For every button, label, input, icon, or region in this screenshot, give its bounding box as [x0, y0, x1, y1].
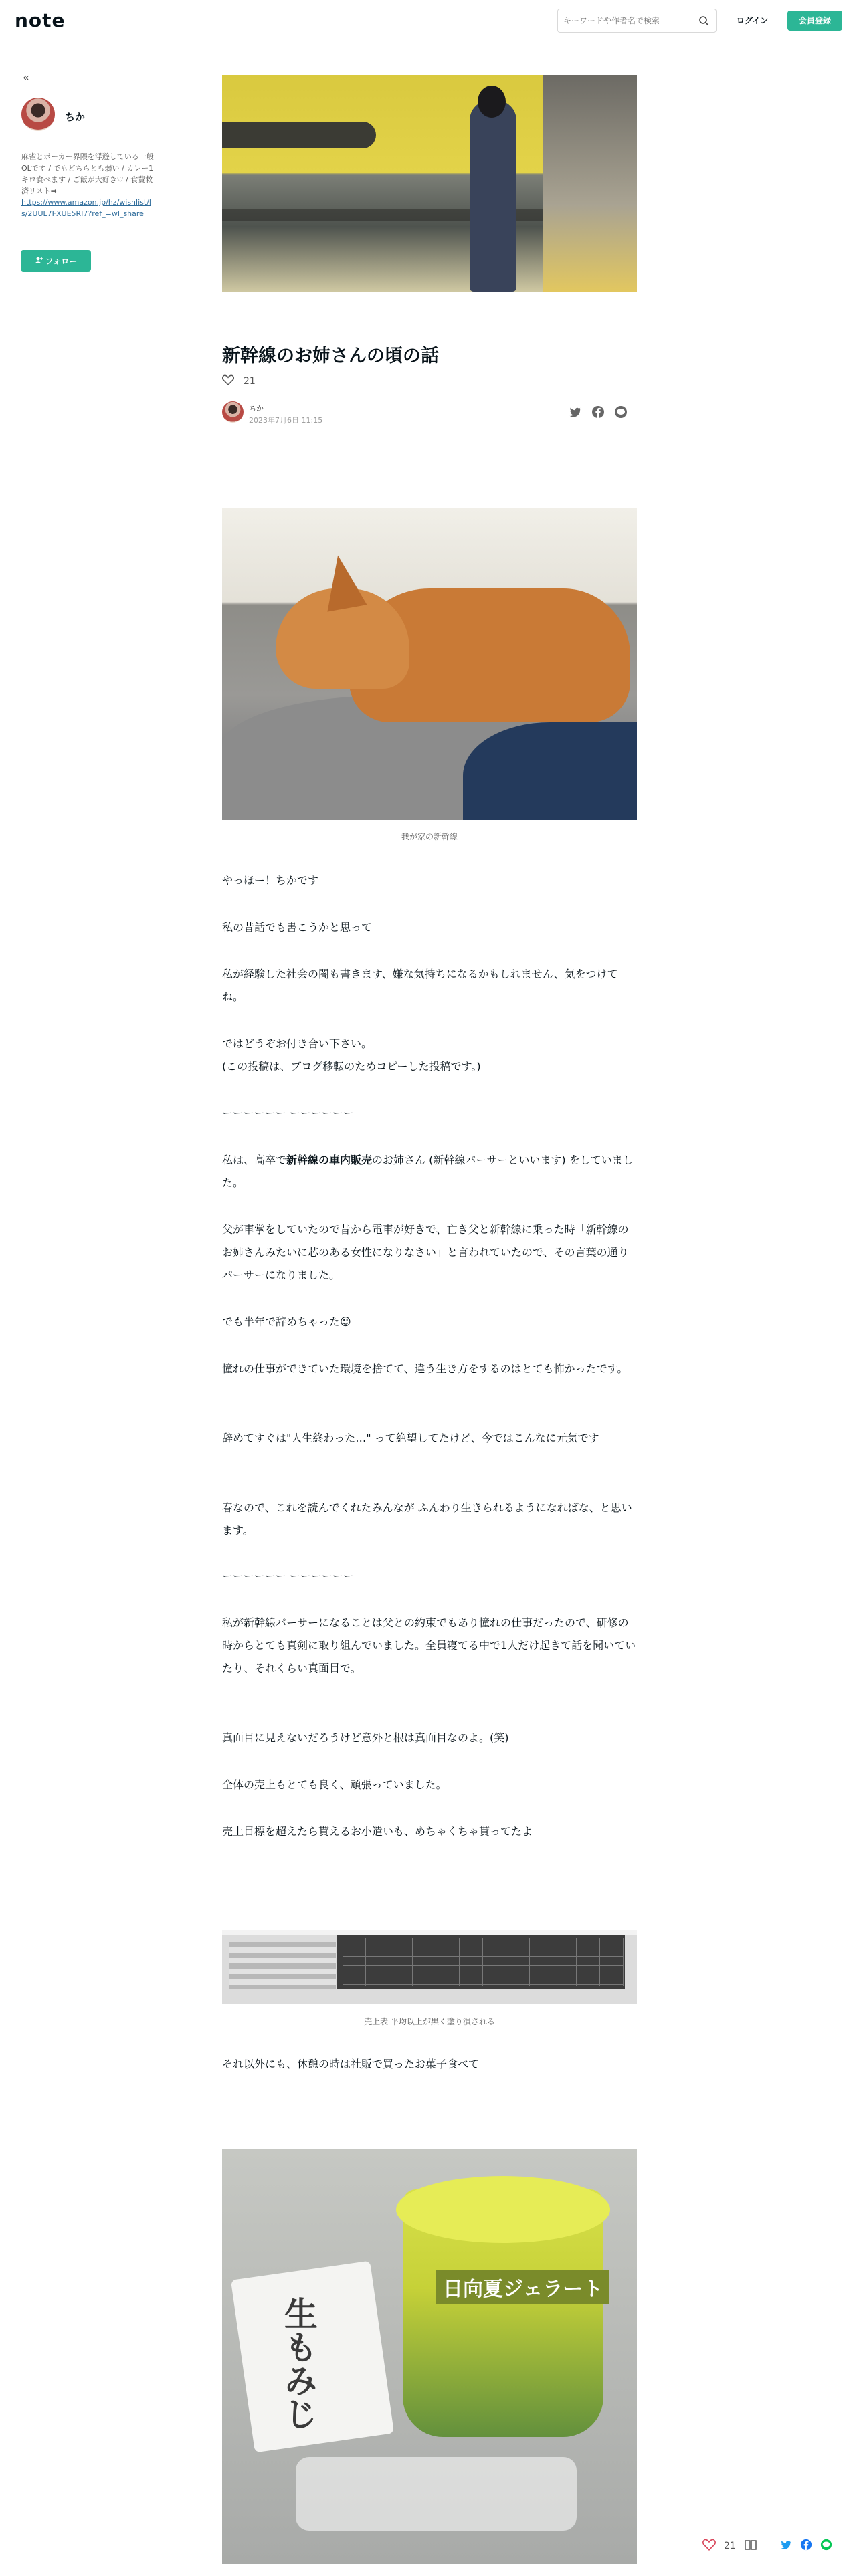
- spoon-package: [296, 2457, 577, 2531]
- paragraph-13: 全体の売上もとても良く、頑張っていました。: [222, 1778, 447, 1791]
- author-bio-text: 麻雀とポーカー界隈を浮遊している一般OLです / でもどちらとも弱い / カレー1キロ食べます / ご飯が大好き♡ / 食費救済リスト➡︎: [21, 152, 154, 195]
- sales-grid: [343, 1938, 624, 1986]
- paragraph-15: それ以外にも、休憩の時は社販で買ったお菓子食べて: [222, 2058, 480, 2070]
- twitter-icon[interactable]: [569, 405, 582, 421]
- float-twitter-icon[interactable]: [780, 2539, 792, 2553]
- signup-button[interactable]: 会員登録: [787, 11, 842, 31]
- snack-image: [222, 2149, 637, 2564]
- gelato-lid: [396, 2176, 610, 2243]
- float-like-count: 21: [724, 2541, 736, 2551]
- share-icons: [569, 405, 628, 421]
- heart-icon[interactable]: [222, 374, 234, 388]
- paragraph-6: 父が車掌をしていたので昔から電車が好きで、亡き父と新幹線に乗った時「新幹線のお姉さんみたいに芯のある女性になりなさい」と言われていたので、その言葉の通りパーサーになりました。: [222, 1223, 629, 1281]
- meta-author-avatar[interactable]: [222, 401, 244, 423]
- sales-table-image: [222, 1930, 637, 2004]
- paragraph-5a: 私は、高卒で: [222, 1154, 287, 1166]
- sales-header-strip: [222, 1930, 637, 1935]
- blue-blanket: [463, 722, 637, 820]
- magazine-icon[interactable]: [744, 2539, 757, 2553]
- paragraph-2: 私の昔話でも書こうかと思って: [222, 921, 373, 934]
- paragraph-4a: ではどうぞお付き合い下さい。: [222, 1037, 373, 1050]
- top-header: [0, 0, 859, 41]
- momiji-kanji: 生もみじ: [279, 2296, 318, 2430]
- gelato-label: 日向夏ジェラート: [436, 2270, 609, 2304]
- note-logo[interactable]: note: [15, 9, 66, 31]
- publish-date: 2023年7月6日 11:15: [249, 416, 323, 425]
- float-facebook-icon[interactable]: [800, 2539, 812, 2553]
- paragraph-14: 売上目標を超えたら貰えるお小遣いも、めちゃくちゃ貰ってたよ: [222, 1825, 533, 1838]
- follow-label: フォロー: [45, 256, 78, 266]
- paragraph-11: 私が新幹線パーサーになることは父との約束でもあり憧れの仕事だったので、研修の時からとても真剣に取り組んでいました。全員寝てる中で1人だけ起きて話を聞いていたり、それくらい真面目で。: [222, 1616, 636, 1675]
- like-count: 21: [244, 376, 256, 387]
- paragraph-12: 真面目に見えないだろうけど意外と根は真面目なのよ。(笑): [222, 1731, 509, 1744]
- search-icon[interactable]: [698, 15, 709, 29]
- follow-icon: [35, 256, 43, 266]
- search-box[interactable]: [557, 9, 717, 33]
- person-head: [478, 86, 506, 118]
- article-title: 新幹線のお姉さんの頃の話: [222, 346, 439, 366]
- paragraph-4: [222, 1033, 637, 1078]
- collapse-sidebar-icon[interactable]: «: [23, 71, 29, 84]
- paragraph-5: [222, 1149, 637, 1194]
- sales-caption: 売上表 平均以上が黒く塗り潰される: [364, 2017, 495, 2026]
- separator-1: ーーーーーー ーーーーーー: [222, 1107, 355, 1119]
- follow-button[interactable]: [21, 250, 91, 272]
- login-button[interactable]: ログイン: [737, 16, 769, 25]
- author-name[interactable]: ちか: [65, 111, 86, 123]
- paragraph-9: 辞めてすぐは"人生終わった…" って絶望してたけど、今ではこんなに元気です: [222, 1432, 599, 1444]
- facebook-icon[interactable]: [591, 405, 605, 421]
- platform: [543, 75, 637, 292]
- floating-action-bar: [702, 2539, 832, 2553]
- paragraph-5c: のお姉さん (新幹線パーサーといいます) をしていました。: [222, 1154, 634, 1189]
- dog-caption: 我が家の新幹線: [401, 832, 458, 841]
- paragraph-4b: (この投稿は、ブログ移転のためコピーした投稿です。): [222, 1060, 481, 1073]
- meta-author-name[interactable]: ちか: [249, 404, 264, 413]
- author-bio: [21, 151, 155, 219]
- paragraph-5b: 新幹線の車内販売: [286, 1154, 373, 1166]
- paragraph-7: でも半年で辞めちゃった☺: [222, 1315, 351, 1328]
- dog-image: [222, 508, 637, 820]
- paragraph-10: 春なので、これを読んでくれたみんなが ふんわり生きられるようになればな、と思います。: [222, 1501, 632, 1537]
- float-heart-icon[interactable]: [702, 2539, 716, 2553]
- paragraph-1: やっほー！ちかです: [222, 874, 319, 887]
- paragraph-3: 私が経験した社会の闇も書きます、嫌な気持ちになるかもしれません、気をつけてね。: [222, 968, 618, 1003]
- like-row: [222, 374, 256, 388]
- line-icon[interactable]: [614, 405, 628, 421]
- wishlist-link[interactable]: https://www.amazon.jp/hz/wishlist/ls/2UUL7FXUE5RI7?ref_=wl_share: [21, 198, 151, 218]
- separator-2: ーーーーーー ーーーーーー: [222, 1570, 355, 1582]
- sales-blurred-names: [229, 1942, 336, 1989]
- dog-ear: [318, 552, 367, 611]
- train-window: [222, 122, 376, 148]
- person-figure: [470, 100, 516, 292]
- author-avatar[interactable]: [21, 98, 55, 131]
- hero-image: [222, 75, 637, 292]
- search-input[interactable]: [563, 16, 690, 25]
- float-line-icon[interactable]: [820, 2539, 832, 2553]
- paragraph-8: 憧れの仕事ができていた環境を捨てて、違う生き方をするのはとても怖かったです。: [222, 1362, 628, 1375]
